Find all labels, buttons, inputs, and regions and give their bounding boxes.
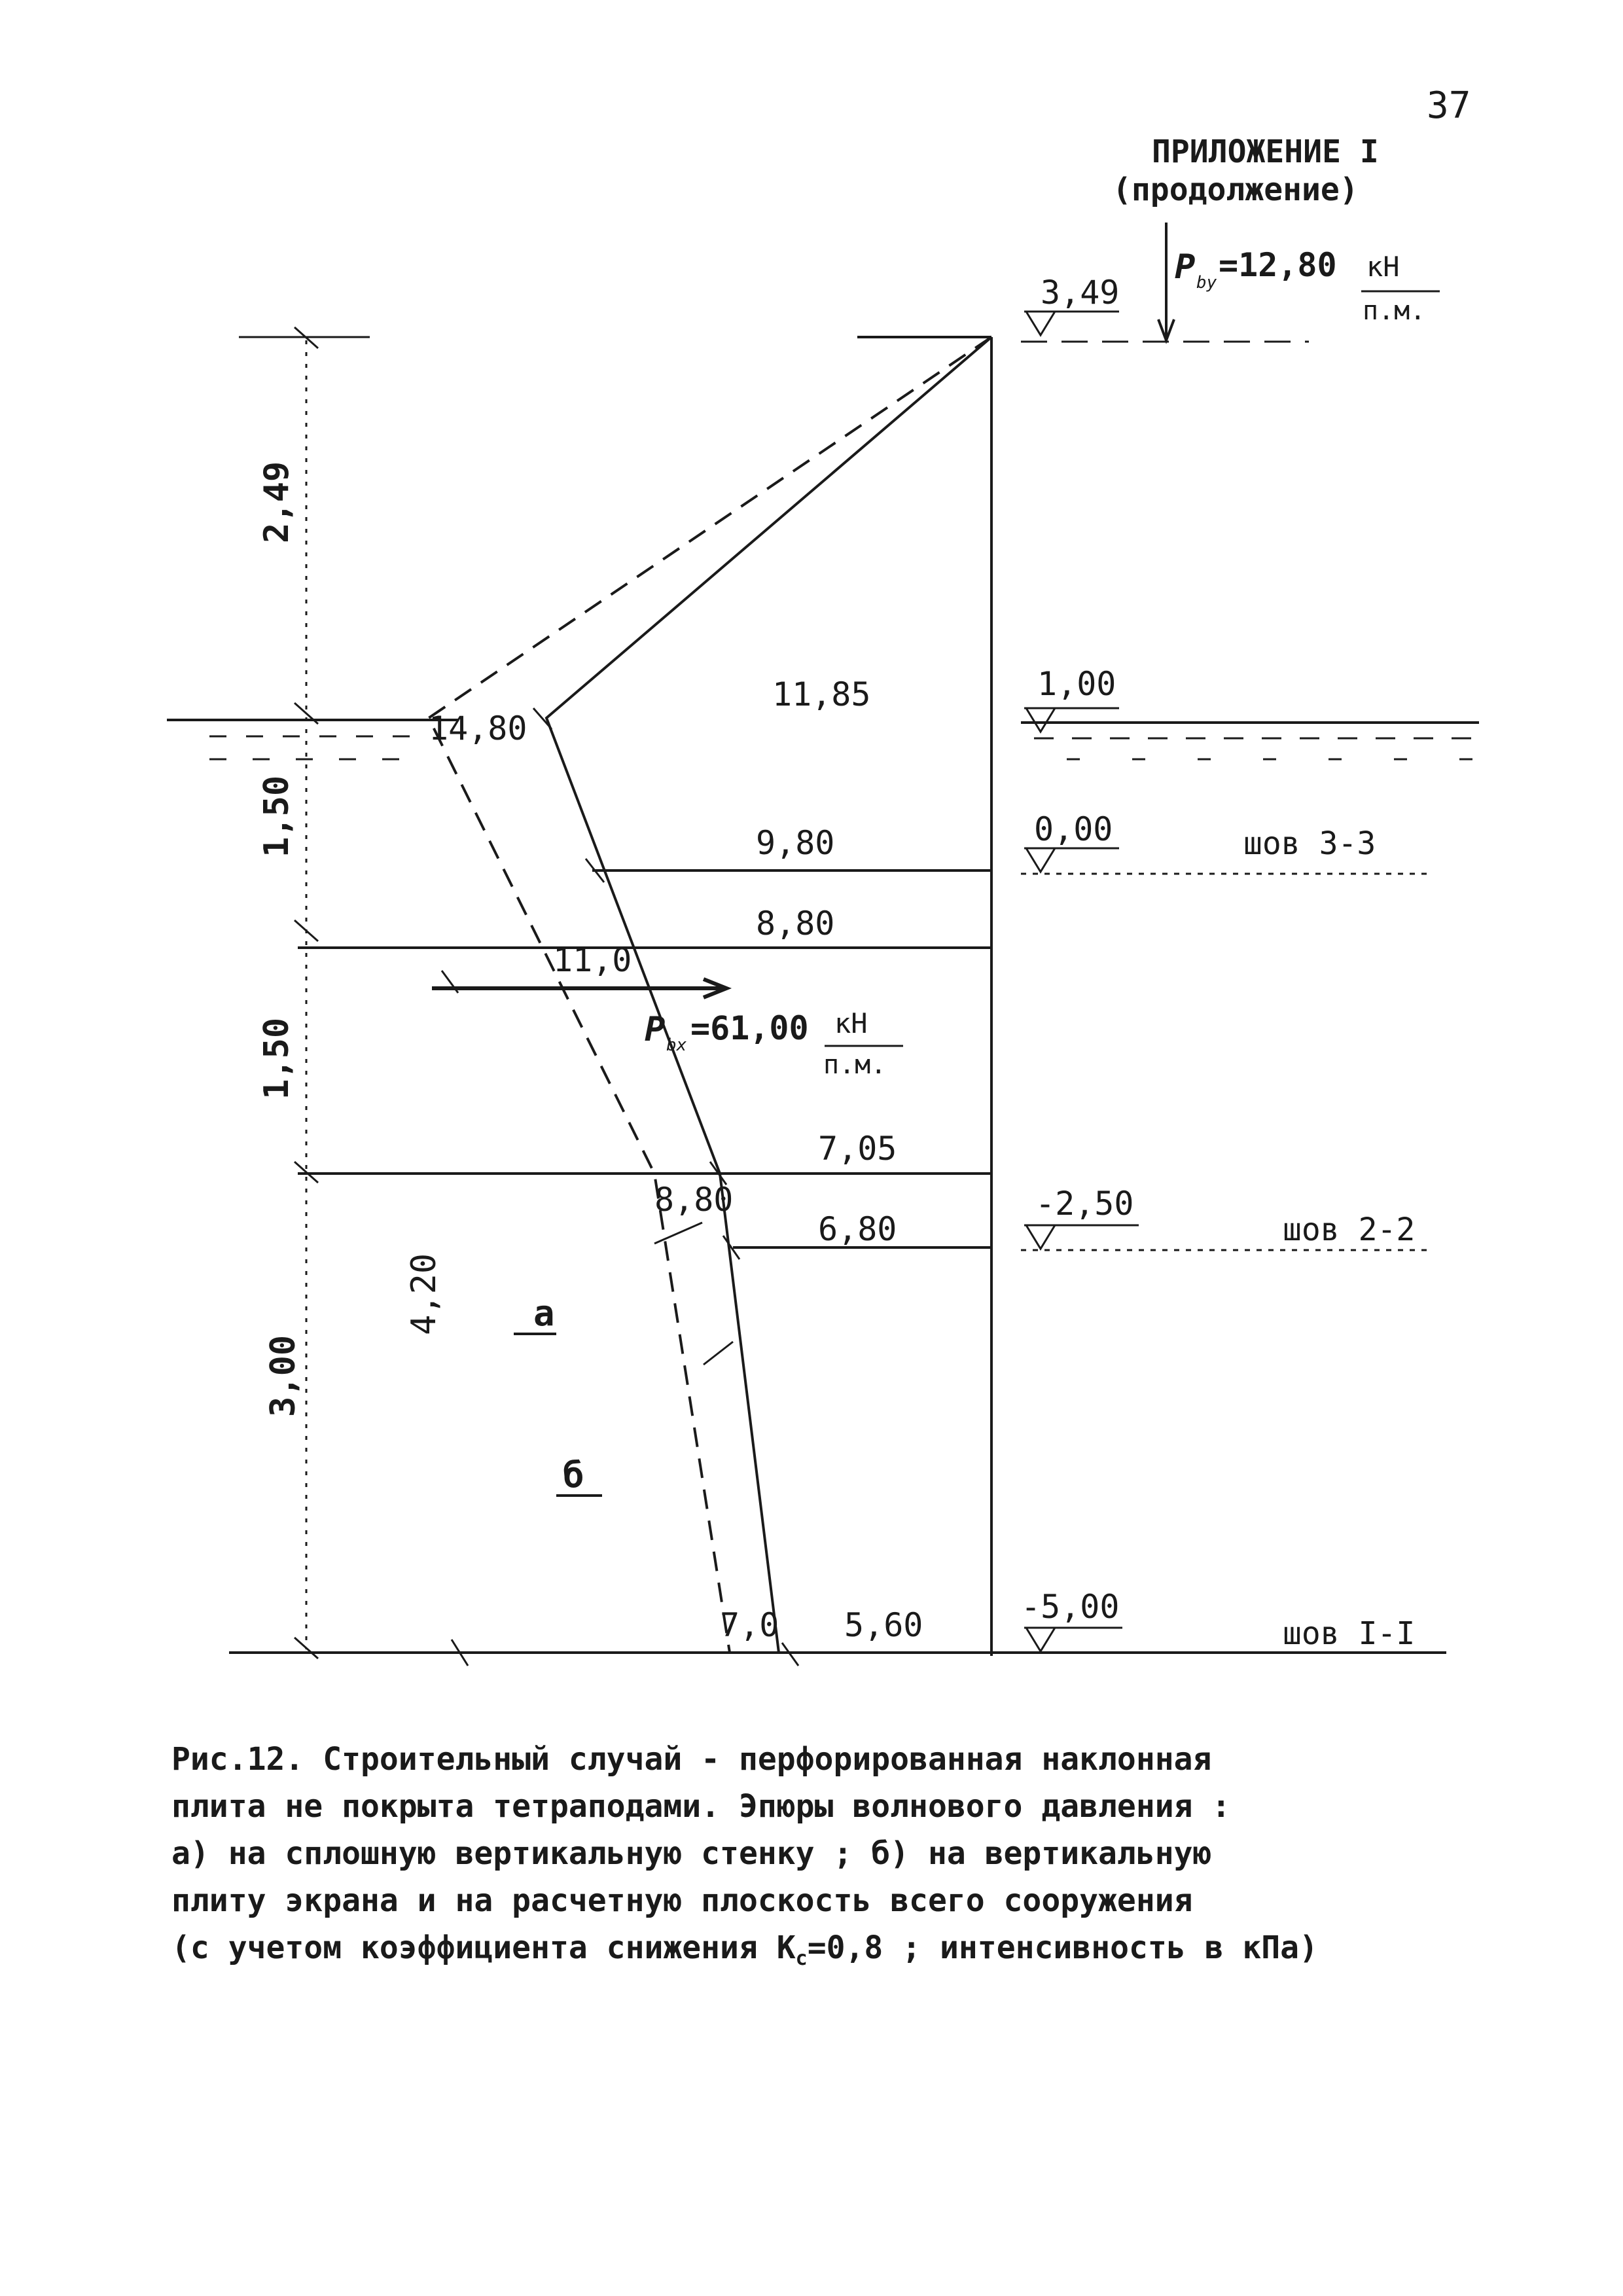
water-surface-dashes	[209, 736, 1479, 759]
pressure-label: 5,60	[844, 1606, 923, 1644]
elevation-markers	[1024, 312, 1139, 1651]
horizontal-force-subscript: bx	[666, 1035, 687, 1055]
caption-line	[171, 1924, 1480, 1982]
pressure-curve-b	[546, 337, 991, 1653]
pressure-label: 8,80	[654, 1181, 734, 1219]
caption-line: плита не покрыта тетраподами. Эпюры волнового давления :	[171, 1788, 1231, 1825]
vertical-force-value: =12,80	[1219, 246, 1337, 284]
curve-a-label: а	[533, 1293, 555, 1334]
vertical-force-subscript: by	[1196, 273, 1217, 293]
curve-b-label: б	[563, 1454, 584, 1496]
appendix-continuation: (продолжение)	[1113, 171, 1359, 208]
pressure-label: 14,80	[429, 709, 527, 747]
dim-total: 4,20	[404, 1253, 444, 1335]
dim-top: 2,49	[257, 461, 296, 543]
seam-label: шов 2-2	[1283, 1211, 1416, 1248]
elevation-label: 3,49	[1041, 274, 1120, 312]
vertical-force-unit-numerator: кН	[1366, 251, 1400, 283]
horizontal-force-value: =61,00	[690, 1009, 809, 1047]
pressure-label: 11,85	[772, 675, 871, 713]
pressure-label: 6,80	[818, 1210, 897, 1248]
elevation-label: 0,00	[1034, 810, 1113, 848]
vertical-force-symbol: P	[1175, 247, 1196, 287]
vertical-force-arrow	[1158, 223, 1174, 340]
caption-text: (с учетом коэффициента снижения К	[171, 1929, 796, 1966]
elevation-label: -2,50	[1035, 1185, 1134, 1223]
page-number: 37	[1427, 84, 1471, 127]
dim-lower: 3,00	[264, 1335, 303, 1417]
horizontal-force-unit-denominator: п.м.	[823, 1050, 887, 1080]
seam-label: шов I-I	[1283, 1615, 1416, 1652]
vertical-force-unit-denominator: п.м.	[1363, 296, 1426, 326]
caption-subscript: с	[795, 1947, 808, 1970]
dim-upper: 1,50	[257, 775, 296, 857]
horizontal-force-arrow	[432, 979, 726, 997]
elevation-label: -5,00	[1021, 1588, 1120, 1626]
caption-line: плиту экрана и на расчетную плоскость всего сооружения	[171, 1882, 1193, 1919]
caption-line: Рис.12. Строительный случай - перфорированная наклонная	[171, 1741, 1212, 1778]
horizontal-force-symbol: P	[645, 1010, 666, 1049]
appendix-title: ПРИЛОЖЕНИЕ I	[1152, 134, 1379, 170]
caption-line: а) на сплошную вертикальную стенку ; б) на вертикальную	[171, 1835, 1212, 1872]
figure-caption	[171, 1736, 1480, 1982]
pressure-label: 7,0	[720, 1606, 779, 1644]
horizontal-force-unit-numerator: кН	[834, 1007, 868, 1039]
pressure-label: 8,80	[756, 905, 835, 942]
seam-label: шов 3-3	[1243, 825, 1376, 862]
pressure-label: 11,0	[553, 941, 632, 979]
pressure-label: 7,05	[818, 1130, 897, 1168]
level-lines	[167, 337, 1479, 1653]
pressure-label: 9,80	[756, 824, 835, 862]
dim-middle: 1,50	[257, 1017, 296, 1100]
elevation-label: 1,00	[1037, 665, 1116, 703]
caption-text: =0,8 ; интенсивность в кПа)	[807, 1929, 1318, 1966]
